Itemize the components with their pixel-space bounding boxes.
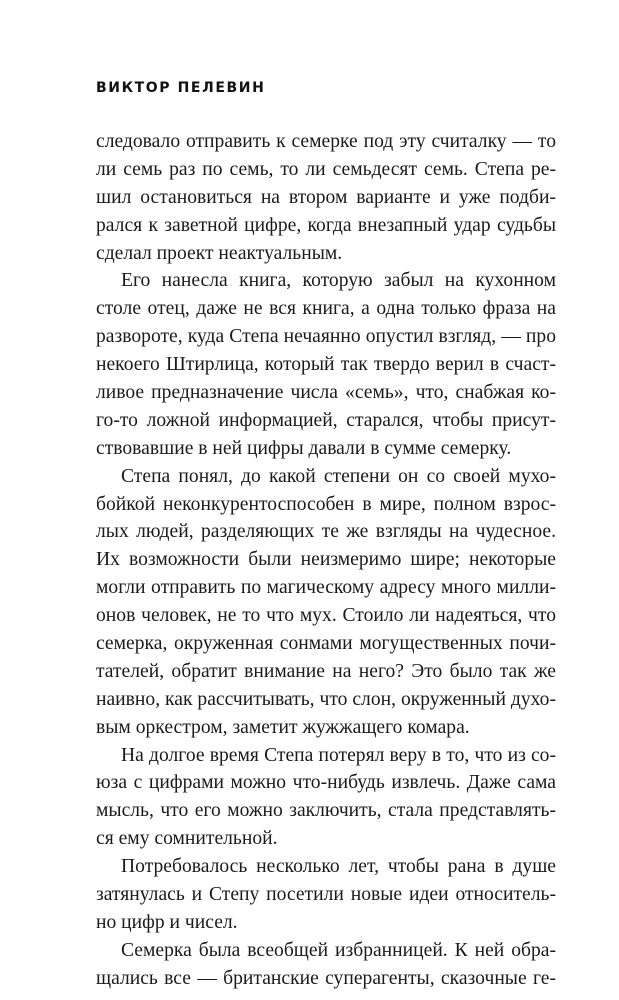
text-line: затянулась и Степу посетили новые идеи относитель- [96,884,556,906]
text-line: наивно, как рассчитывать, что слон, окруженный духо- [96,688,556,710]
text-line: лых людей, разделяющих те же взгляды на чудесное. [96,521,556,543]
text-line: ливое предназначение числа «семь», что, снабжая ко- [96,382,556,404]
text-line: но цифр и чисел. [96,911,238,933]
text-line: следовало отправить к семерке под эту считалку — то [96,131,556,152]
text-line: ствовавшие в ней цифры давали в сумме семерку. [96,437,512,459]
text-line: го-то ложной информацией, старался, чтобы присут- [96,409,556,431]
text-line: могли отправить по магическому адресу много милли- [96,577,556,599]
text-line: сделал проект неактуальным. [96,242,343,264]
text-line: некоего Штирлица, который так твердо верил в счаст- [96,354,556,376]
text-line: столе отец, даже не вся книга, а одна только фраза на [96,298,556,320]
text-line: развороте, куда Степа нечаянно опустил взгляд, — про [96,326,556,348]
text-line: тателей, обратит внимание на него? Это было так же [96,660,556,682]
text-line: шил остановиться на втором варианте и уже подби- [96,186,556,208]
text-line: онов человек, не то что мух. Стоило ли надеяться, что [96,605,556,627]
paragraph-first-line: Семерка была всеобщей избранницей. К ней обра- [121,939,556,961]
text-line: ся ему сомнительной. [96,828,278,850]
paragraph-first-line: Степа понял, до какой степени он со своей мухо- [121,465,556,487]
text-line: рался к заветной цифре, когда внезапный удар судьбы [96,214,556,236]
text-line: ли семь раз по семь, то ли семьдесят семь. Степа ре- [96,158,556,180]
text-line: юза с цифрами можно что-нибудь извлечь. Даже сама [96,772,556,794]
running-header-author: ВИКТОР ПЕЛЕВИН [96,80,266,96]
text-line: щались все — британские суперагенты, сказочные ге- [96,967,556,989]
text-line: бойкой неконкурентоспособен в мире, полном взрос- [96,493,556,515]
text-line: мысль, что его можно заключить, стала представлять- [96,800,556,822]
text-line: вым оркестром, заметит жужжащего комара. [96,716,470,738]
text-line: Их возможности были неизмеримо шире; некоторые [96,549,556,571]
paragraph-first-line: Его нанесла книга, которую забыл на кухонном [121,270,556,292]
paragraph-first-line: Потребовалось несколько лет, чтобы рана в душе [121,856,556,878]
body-text [96,128,556,993]
text-line: семерка, окруженная сонмами могущественных почи- [96,633,556,655]
paragraph-first-line: На долгое время Степа потерял веру в то, что из со- [121,744,556,766]
